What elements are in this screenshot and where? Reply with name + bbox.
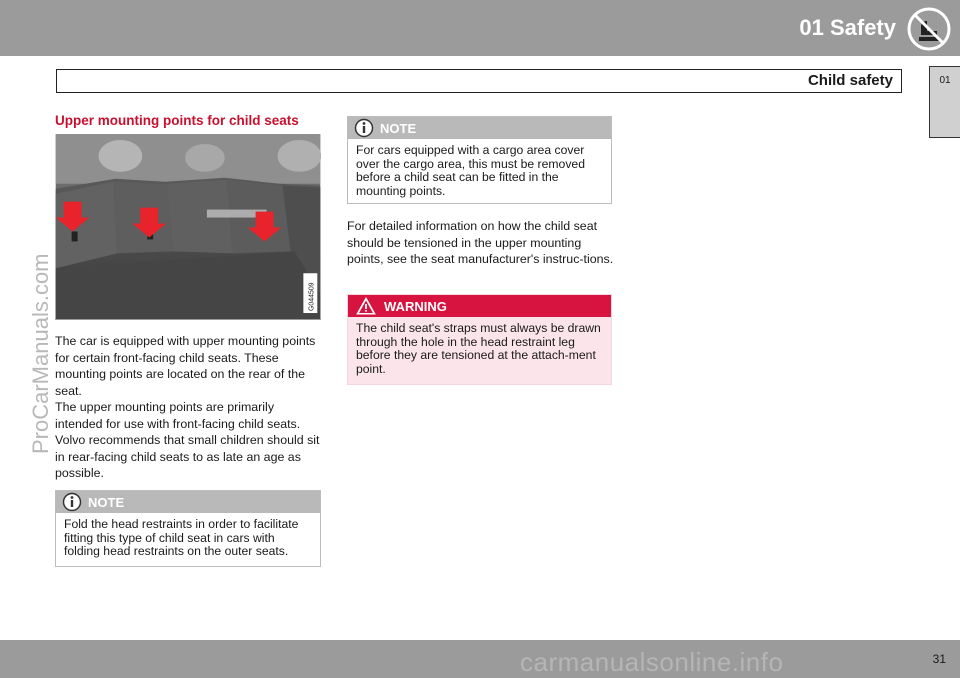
info-icon bbox=[62, 492, 82, 512]
left-column-heading bbox=[55, 113, 321, 128]
paragraph-3: For detailed information on how the child seat should be tensioned in the upper mounting points, see the seat manufacturer's instruc-tions. bbox=[347, 219, 614, 266]
note-box-right bbox=[347, 116, 612, 204]
photo-code: G044509 bbox=[308, 282, 316, 312]
warning-triangle-icon bbox=[356, 297, 376, 315]
section-title: Child safety bbox=[807, 72, 893, 89]
warning-header bbox=[348, 295, 611, 317]
info-icon bbox=[354, 118, 374, 138]
page-number: 31 bbox=[932, 652, 946, 666]
note-text: Fold the head restraints in order to facilitate fitting this type of child seat in cars with folding head restraints on the outer seats. bbox=[64, 517, 299, 558]
warning-label: WARNING bbox=[384, 299, 447, 314]
paragraph-2: The upper mounting points are primarily intended for use with front-facing child seats. Volvo recommends that small children should sit in rear-facing child seats to as late an age as possible. bbox=[55, 400, 320, 480]
header-bar bbox=[0, 0, 960, 56]
note-text: For cars equipped with a cargo area cover over the cargo area, this must be removed before a child seat can be fitted in the mounting points. bbox=[356, 143, 585, 198]
section-title-bar bbox=[56, 69, 902, 93]
note-box-left bbox=[55, 490, 321, 567]
footer-bar bbox=[0, 640, 960, 678]
chapter-tab-label: 01 bbox=[939, 75, 951, 86]
note-header bbox=[56, 491, 320, 513]
warning-text: The child seat's straps must always be drawn through the hole in the head restraint leg before they are tensioned at the attach-ment point. bbox=[356, 321, 601, 376]
note-header bbox=[348, 117, 611, 139]
note-label: NOTE bbox=[88, 495, 125, 510]
no-child-seat-airbag-icon bbox=[906, 6, 952, 52]
warning-box bbox=[347, 294, 612, 385]
note-label: NOTE bbox=[380, 121, 417, 136]
chapter-title: 01 Safety bbox=[799, 15, 896, 40]
bottom-watermark: carmanualsonline.info bbox=[520, 647, 784, 677]
side-watermark: ProCarManuals.com bbox=[28, 253, 53, 454]
chapter-tab[interactable] bbox=[929, 66, 960, 138]
child-seat-mounting-photo bbox=[55, 134, 321, 320]
section-heading: Upper mounting points for child seats bbox=[55, 113, 299, 128]
paragraph-1: The car is equipped with upper mounting points for certain front-facing child seats. These mounting points are located on the rear of the seat. bbox=[55, 334, 316, 398]
